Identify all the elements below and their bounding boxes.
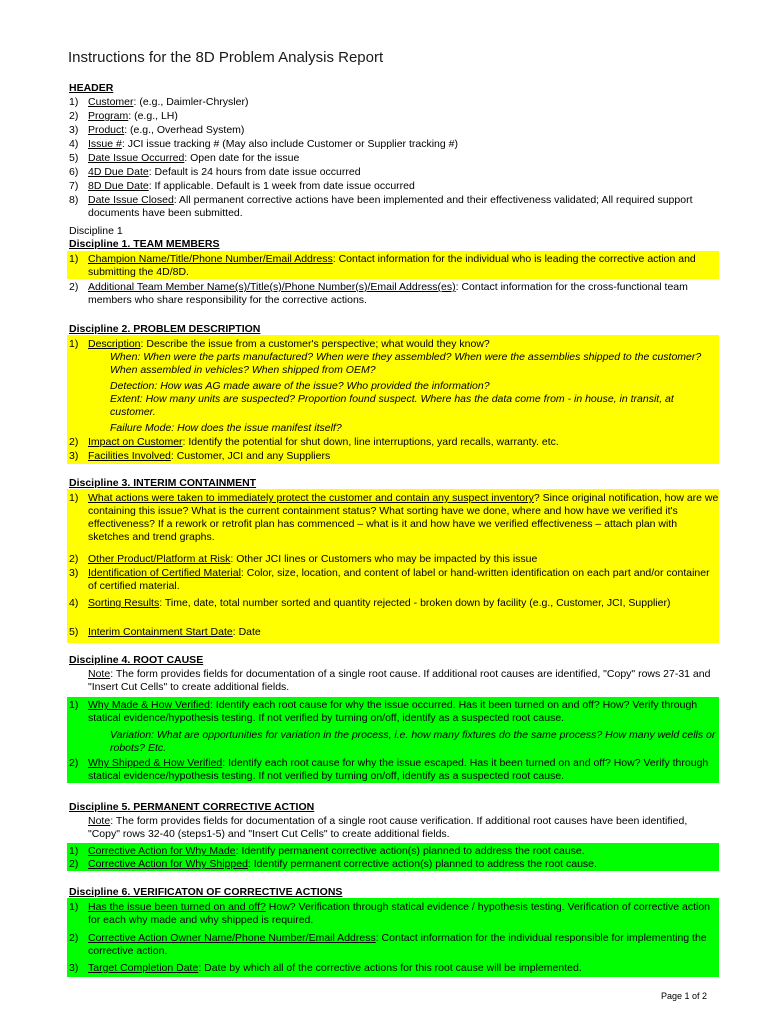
header-item: 6) 4D Due Date: Default is 24 hours from date issue occurred bbox=[69, 166, 361, 178]
discipline-1-item: 2) Additional Team Member Name(s)/Title(s)/Phone Number(s)/Email Address(es): Contact information for the cross-functional team members who share responsibility for the corrective actions. bbox=[69, 281, 688, 306]
discipline-6-item: 3) Target Completion Date: Date by which all of the corrective actions for this root cause will be implemented. bbox=[69, 962, 582, 974]
header-item: 1) Customer: (e.g., Daimler-Chrysler) bbox=[69, 96, 249, 108]
discipline-1-label: Discipline 1 bbox=[69, 225, 123, 237]
discipline-6-heading: Discipline 6. VERIFICATON OF CORRECTIVE ACTIONS bbox=[69, 886, 343, 898]
discipline-2-heading: Discipline 2. PROBLEM DESCRIPTION bbox=[69, 323, 261, 335]
discipline-1-item: 1) Champion Name/Title/Phone Number/Email Address: Contact information for the individual who is leading the corrective action and submitting the 4D/8D. bbox=[69, 253, 696, 278]
discipline-2-italic-note: Extent: How many units are suspected? Proportion found suspect. Where has the data come from - in house, in transit, at customer. bbox=[110, 393, 674, 418]
discipline-4-item: 1) Why Made & How Verified: Identify each root cause for why the issue occurred. Has it been turned on and off? How? Verify through statical evidence/hypothesis testing. If not verified by turning on/off, identify as a suspected root cause. bbox=[69, 699, 698, 724]
header-item: 5) Date Issue Occurred: Open date for the issue bbox=[69, 152, 300, 164]
discipline-2-item: 1) Description: Describe the issue from a customer's perspective; what would they know? bbox=[69, 338, 490, 350]
discipline-3-heading: Discipline 3. INTERIM CONTAINMENT bbox=[69, 477, 257, 489]
discipline-3-item: 1) What actions were taken to immediately protect the customer and contain any suspect inventory? Since original notification, how are we containing this issue? What is the current containment status? What sorting have we done, where and how have we verified it's effectiveness? If a rework or retrofit plan has commenced – what is it and how have we verified effectiveness – attach plan with sketches and trend graphs. bbox=[69, 492, 719, 543]
header-item: 3) Product: (e.g., Overhead System) bbox=[69, 124, 245, 136]
discipline-6-item: 2) Corrective Action Owner Name/Phone Number/Email Address: Contact information for the individual responsible for implementing the corrective action. bbox=[69, 932, 707, 957]
discipline-2-italic-note: Failure Mode: How does the issue manifest itself? bbox=[110, 422, 342, 434]
discipline-2-italic-note: Detection: How was AG made aware of the issue? Who provided the information? bbox=[110, 380, 490, 392]
discipline-3-item: 3) Identification of Certified Material: Color, size, location, and content of label or hand-written identification on each part and/or container of certified material. bbox=[69, 567, 710, 592]
header-item: 2) Program: (e.g., LH) bbox=[69, 110, 178, 122]
header-item: 8) Date Issue Closed: All permanent corrective actions have been implemented and their effectiveness validated; All required support documents have been submitted. bbox=[69, 194, 693, 219]
discipline-5-item: 1) Corrective Action for Why Made: Identify permanent corrective action(s) planned to address the root cause. bbox=[69, 845, 585, 857]
discipline-6-item: 1) Has the issue been turned on and off? How? Verification through statical evidence / hypothesis testing. Verification of corrective action for each why made and why shipped is required. bbox=[69, 901, 711, 926]
discipline-2-item: 2) Impact on Customer: Identify the potential for shut down, line interruptions, yard recalls, warranty. etc. bbox=[69, 436, 559, 448]
discipline-3-item: 2) Other Product/Platform at Risk: Other JCI lines or Customers who may be impacted by this issue bbox=[69, 553, 538, 565]
header-heading: HEADER bbox=[69, 82, 114, 94]
page-number: Page 1 of 2 bbox=[661, 991, 708, 1001]
discipline-5-note: Note: The form provides fields for documentation of a single root cause verification. If additional root causes have been identified, "Copy" rows 32-40 (steps1-5) and "Insert Cut Cells" to create additional fields. bbox=[88, 815, 688, 840]
discipline-4-heading: Discipline 4. ROOT CAUSE bbox=[69, 654, 204, 666]
header-item: 7) 8D Due Date: If applicable. Default is 1 week from date issue occurred bbox=[69, 180, 415, 192]
discipline-2-item: 3) Facilities Involved: Customer, JCI and any Suppliers bbox=[69, 450, 331, 462]
page-title: Instructions for the 8D Problem Analysis Report bbox=[68, 49, 384, 66]
discipline-4-item: 2) Why Shipped & How Verified: Identify each root cause for why the issue escaped. Has it been turned on and off? How? Verify through statical evidence/hypothesis testing. If not verified by turning on/off, identify as a suspected root cause. bbox=[69, 757, 709, 782]
discipline-5-item: 2) Corrective Action for Why Shipped: Identify permanent corrective action(s) planned to address the root cause. bbox=[69, 858, 597, 870]
discipline-4-note: Note: The form provides fields for documentation of a single root cause. If additional root causes are identified, "Copy" rows 27-31 and "Insert Cut Cells" to create additional fields. bbox=[88, 668, 711, 693]
discipline-2-italic-note: When: When were the parts manufactured? When were they assembled? When were the assemblies shipped to the customer? When assembled in vehicles? When shipped from OEM? bbox=[110, 351, 702, 376]
discipline-3-item: 5) Interim Containment Start Date: Date bbox=[69, 626, 261, 638]
header-item: 4) Issue #: JCI issue tracking # (May also include Customer or Supplier tracking #) bbox=[69, 138, 458, 150]
discipline-5-heading: Discipline 5. PERMANENT CORRECTIVE ACTION bbox=[69, 801, 315, 813]
discipline-3-item: 4) Sorting Results: Time, date, total number sorted and quantity rejected - broken down by facility (e.g., Customer, JCI, Supplier) bbox=[69, 597, 671, 609]
discipline-4-italic-note: Variation: What are opportunities for variation in the process, i.e. how many fixtures do the same process? How many weld cells or robots? Etc. bbox=[110, 729, 716, 754]
discipline-1-heading: Discipline 1. TEAM MEMBERS bbox=[69, 238, 220, 250]
